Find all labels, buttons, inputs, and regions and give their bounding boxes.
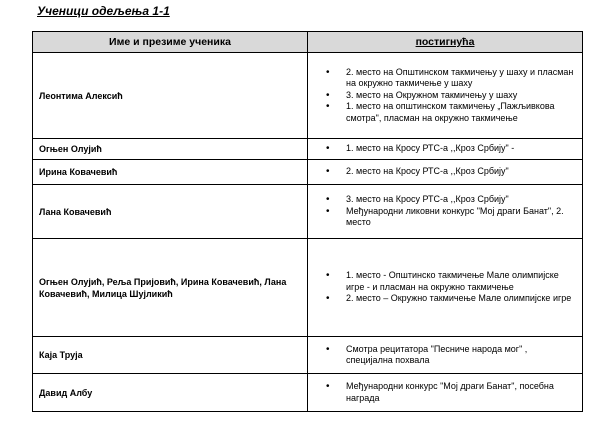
- list-item: • 2. место на Кросу РТС-а ,,Кроз Србију": [346, 166, 574, 178]
- student-name: Огњен Олујић: [33, 139, 308, 160]
- table-row: [33, 374, 583, 412]
- page-title: Ученици одељења 1-1: [37, 4, 170, 18]
- table-row: [33, 160, 583, 185]
- table-row: [33, 139, 583, 160]
- achievement-list: [308, 267, 582, 308]
- table-row: [33, 53, 583, 139]
- achievement-cell: [308, 239, 583, 337]
- student-name: Ирина Ковачевић: [33, 160, 308, 185]
- achievement-cell: [308, 139, 583, 160]
- list-item: • Смотра рецитатора "Песниче народа мог" , специјална похвала: [346, 344, 574, 367]
- header-achievements: постигнућа: [308, 32, 583, 53]
- achievements-table: [32, 31, 583, 412]
- achievement-list: [308, 140, 582, 158]
- table-row: [33, 185, 583, 239]
- list-item: • 3. место на Кросу РТС-а ,,Кроз Србију": [346, 194, 574, 206]
- student-name: Огњен Олујић, Реља Пријовић, Ирина Ковачевић, Лана Ковачевић, Милица Шујликић: [33, 239, 308, 337]
- achievement-list: [308, 163, 582, 181]
- achievement-list: [308, 378, 582, 407]
- achievement-list: [308, 64, 582, 128]
- student-name: Каја Труја: [33, 337, 308, 374]
- list-item: • Међународни конкурс "Мој драги Банат", посебна награда: [346, 381, 574, 404]
- achievement-list: [308, 191, 582, 232]
- achievement-cell: [308, 374, 583, 412]
- list-item: • 1. место на Кросу РТС-а ,,Кроз Србију" -: [346, 143, 574, 155]
- table-row: [33, 239, 583, 337]
- list-item: • 3. место на Окружном такмичењу у шаху: [346, 90, 574, 102]
- list-item: • 1. место - Општинско такмичење Мале олимпијске игре - и пласман на окружно такмичење: [346, 270, 574, 293]
- list-item: • 1. место на општинском такмичењу „Пажљивкова смотра", пласман на окружно такмичење: [346, 101, 574, 124]
- header-name: Име и презиме ученика: [33, 32, 308, 53]
- table-row: [33, 337, 583, 374]
- student-name: Леонтима Алексић: [33, 53, 308, 139]
- student-name: Давид Албу: [33, 374, 308, 412]
- list-item: • 2. место на Општинском такмичењу у шаху и пласман на окружно такмичење у шаху: [346, 67, 574, 90]
- achievement-list: [308, 341, 582, 370]
- student-name: Лана Ковачевић: [33, 185, 308, 239]
- list-item: • Међународни ликовни конкурс "Мој драги Банат", 2. место: [346, 206, 574, 229]
- achievement-cell: [308, 337, 583, 374]
- list-item: • 2. место – Окружно такмичење Мале олимпијске игре: [346, 293, 574, 305]
- achievement-cell: [308, 53, 583, 139]
- achievement-cell: [308, 160, 583, 185]
- table-header-row: [33, 32, 583, 53]
- achievement-cell: [308, 185, 583, 239]
